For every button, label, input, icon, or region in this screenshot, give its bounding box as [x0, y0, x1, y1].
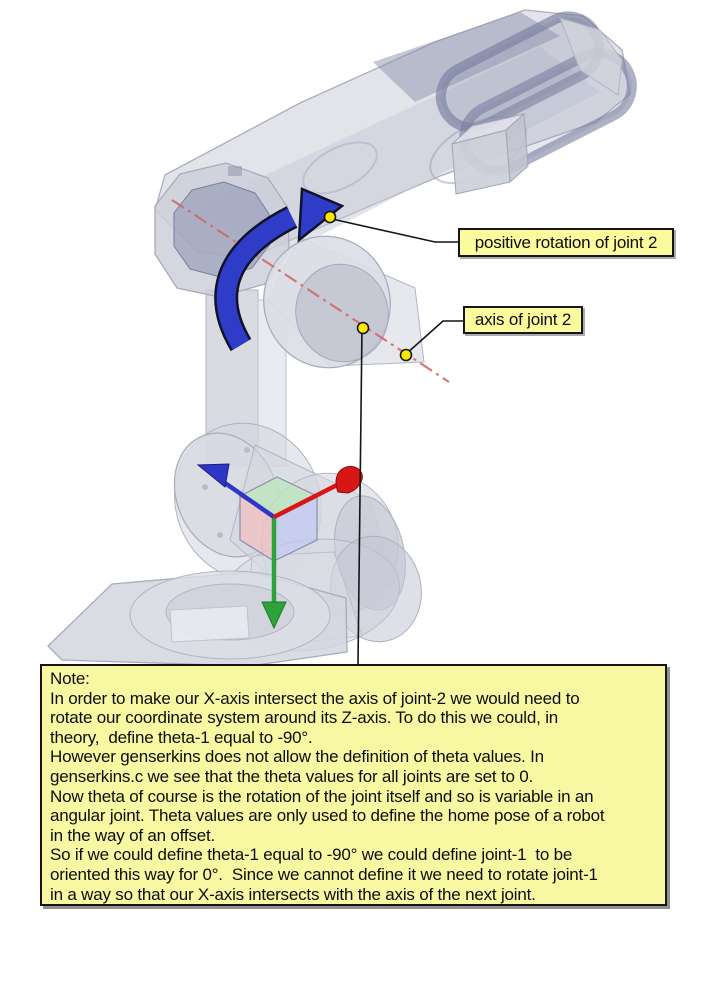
axis-marker-dot — [401, 350, 412, 361]
note-line: in a way so that our X-axis intersects with the axis of the next joint. — [50, 884, 536, 904]
note-line: So if we could define theta-1 equal to -90° we could define joint-1 to be — [50, 845, 573, 865]
note-line: angular joint. Theta values are only used to define the home pose of a robot — [50, 806, 605, 826]
note-line: Now theta of course is the rotation of the joint itself and so is variable in an — [50, 786, 594, 806]
note-line: rotate our coordinate system around its Z-axis. To do this we could, in — [50, 708, 559, 728]
axis-marker-dot — [325, 212, 336, 223]
note-box — [40, 664, 667, 906]
note-line: in the way of an offset. — [50, 825, 215, 845]
axis-marker-dot — [358, 323, 369, 334]
callout-axis-of-joint-2: axis of joint 2 — [463, 306, 583, 334]
note-line: genserkins.c we see that the theta values for all joints are set to 0. — [50, 766, 534, 786]
leader-positive-rotation — [332, 219, 459, 242]
base-plate — [48, 571, 347, 666]
note-line: In order to make our X-axis intersect the axis of joint-2 we would need to — [50, 688, 580, 708]
note-line: Note: — [50, 669, 90, 688]
note-line: However genserkins does not allow the definition of theta values. In — [50, 747, 544, 767]
note-line: theory, define theta-1 equal to -90°. — [50, 727, 313, 747]
note-line: oriented this way for 0°. Since we cannot define it we need to rotate joint-1 — [50, 864, 598, 884]
callout-positive-rotation: positive rotation of joint 2 — [458, 228, 674, 257]
